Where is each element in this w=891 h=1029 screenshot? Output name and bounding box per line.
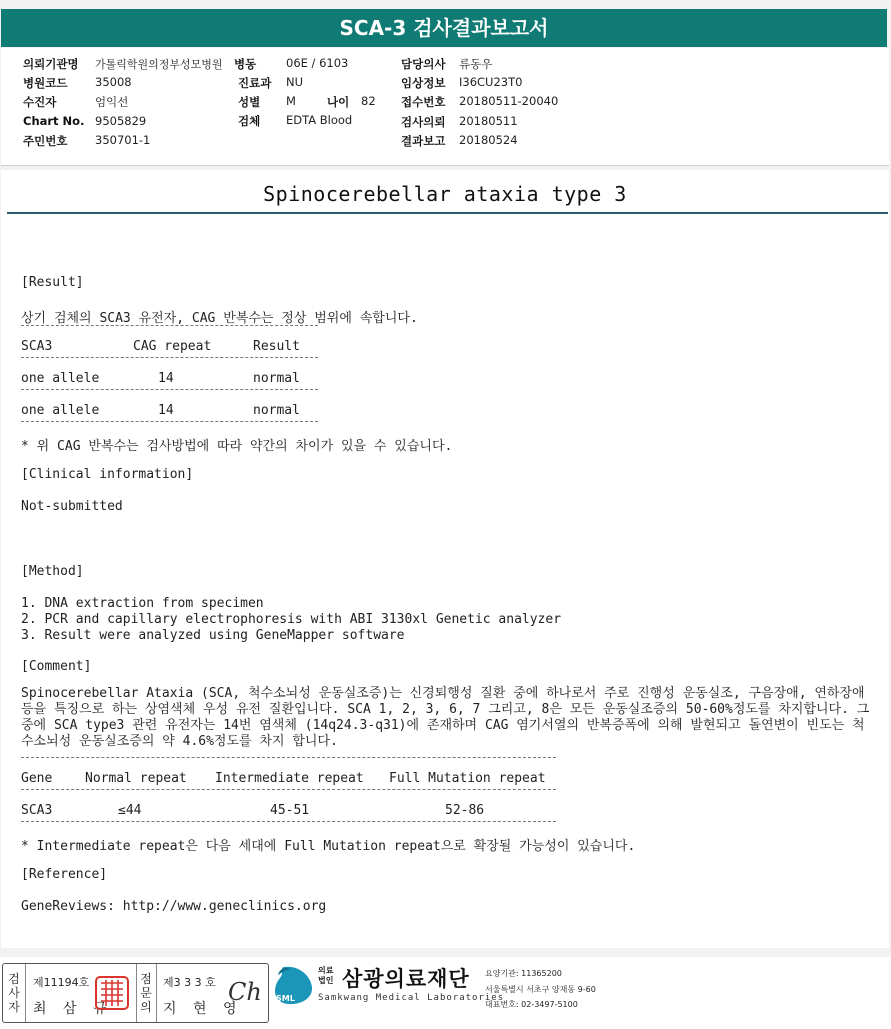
table-divider (21, 789, 556, 790)
lab-name: 삼광의료재단 (342, 967, 470, 991)
patient-value: 엄익선 (95, 95, 129, 109)
method-item-2: 2. PCR and capillary electrophoresis with ABI 3130xl Genetic analyzer (21, 612, 562, 627)
gene-col-gene: Gene (21, 771, 53, 786)
result-summary: 상기 검체의 SCA3 유전자, CAG 반복수는 정상 범위에 속합니다. (21, 311, 418, 326)
clinical-heading: [Clinical information] (21, 467, 194, 482)
gene-note: * Intermediate repeat은 다음 세대에 Full Mutation repeat으로 확장될 가능성이 있습니다. (21, 839, 636, 854)
institution-value: 가톨릭학원의정부성모병원 (95, 58, 223, 71)
request-label: 검사의뢰 (401, 115, 446, 129)
receipt-label: 접수번호 (401, 95, 446, 109)
dept-label: 진료과 (238, 76, 272, 90)
result-row-2-allele: one allele (21, 403, 100, 418)
reviewer-license: 제3 3 3 호 (163, 976, 216, 989)
gene-col-normal: Normal repeat (85, 771, 187, 786)
specimen-value: EDTA Blood (286, 113, 353, 127)
tester-label: 검 사 자 (8, 972, 20, 1014)
gene-row-intermediate: 45-51 (270, 803, 310, 818)
divider (156, 964, 157, 1022)
comment-heading: [Comment] (21, 659, 92, 674)
gene-row-gene: SCA3 (21, 803, 53, 818)
report-header-title: SCA-3 검사결과보고서 (1, 9, 887, 47)
lab-name-english: Samkwang Medical Laboratories (318, 993, 505, 1003)
result-note: * 위 CAG 반복수는 검사방법에 따라 약간의 차이가 있을 수 있습니다. (21, 439, 453, 454)
id-number-label: 주민번호 (23, 134, 68, 148)
report-date-label: 결과보고 (401, 134, 446, 148)
gene-col-intermediate: Intermediate repeat (215, 771, 364, 786)
reviewer-label: 점 문 의 (140, 972, 152, 1014)
result-row-2-cag: 14 (158, 403, 174, 418)
clinical-info-label: 임상정보 (401, 76, 446, 90)
table-divider (21, 325, 318, 326)
age-value: 82 (361, 94, 376, 108)
hospital-code-value: 35008 (95, 75, 132, 89)
result-row-1-allele: one allele (21, 371, 100, 386)
report-footer (0, 957, 891, 1029)
receipt-value: 20180511-20040 (459, 94, 559, 108)
lab-address: 서울특별시 서초구 양재동 9-60 (485, 985, 596, 994)
patient-label: 수진자 (23, 95, 57, 109)
tester-license: 제11194호 (33, 976, 90, 989)
method-heading: [Method] (21, 564, 84, 579)
result-col-sca3: SCA3 (21, 339, 53, 354)
logo-prefix: 의료 법인 (318, 966, 334, 985)
sex-value: M (286, 94, 296, 108)
table-divider (21, 389, 318, 390)
sex-label: 성별 (238, 95, 261, 109)
table-divider (21, 357, 318, 358)
reviewer-name: 지 현 영 (163, 1001, 243, 1017)
seal-stamp-icon (94, 975, 130, 1011)
ward-value: 06E / 6103 (286, 56, 349, 70)
id-number-value: 350701-1 (95, 133, 151, 147)
divider (136, 964, 137, 1022)
method-item-1: 1. DNA extraction from specimen (21, 596, 264, 611)
comment-text: Spinocerebellar Ataxia (SCA, 척수소뇌성 운동실조증)는 신경퇴행성 질환 중에 하나로서 주로 진행성 운동실조, 구음장애, 연하장애 등을 특징으로 하는 상염색체 우성 유전 질환입니다. SCA 1, 2, 3, 6, 7 그리고, 8은 모든 운동실조증의 50-60%정도를 차지합니다. 그중에 SCA type3 관련 유전자는 14번 염색체 (14q24.3-q31)에 존재하며 CAG 염기서열의 반복증폭에 의해 발현되고 돌연변이 빈도는 척수소뇌성 운동실조증의 약 4.6%정도를 차지 합니다. (21, 686, 870, 749)
hospital-code-label: 병원코드 (23, 76, 68, 90)
result-col-cag: CAG repeat (133, 339, 212, 354)
patient-info-panel (1, 48, 889, 166)
chart-label: Chart No. (23, 114, 85, 128)
table-divider (21, 821, 556, 822)
institution-label: 의뢰기관명 (23, 57, 79, 71)
request-date-value: 20180511 (459, 114, 518, 128)
table-divider (21, 421, 318, 422)
table-divider (21, 757, 556, 758)
ward-label: 병동 (234, 57, 257, 71)
report-body (1, 170, 889, 948)
result-heading: [Result] (21, 275, 84, 290)
reference-text: GeneReviews: http://www.geneclinics.org (21, 899, 327, 914)
tester-name: 최 삼 규 (33, 1001, 113, 1017)
signature-box (2, 963, 269, 1023)
dept-value: NU (286, 75, 304, 89)
reference-heading: [Reference] (21, 867, 108, 882)
gene-col-full: Full Mutation repeat (389, 771, 546, 786)
method-item-3: 3. Result were analyzed using GeneMapper software (21, 628, 405, 643)
result-row-2-result: normal (253, 403, 300, 418)
age-label: 나이 (327, 95, 350, 109)
result-row-1-result: normal (253, 371, 300, 386)
divider (25, 964, 26, 1022)
report-title: Spinocerebellar ataxia type 3 (263, 182, 627, 206)
result-col-result: Result (253, 339, 300, 354)
sml-logo-badge: SML (276, 994, 295, 1003)
report-date-value: 20180524 (459, 133, 518, 147)
result-row-1-cag: 14 (158, 371, 174, 386)
specimen-label: 검체 (238, 114, 261, 128)
title-divider (7, 212, 888, 214)
chart-value: 9505829 (95, 114, 147, 128)
reviewer-signature: Ch (228, 978, 262, 1006)
gene-row-full: 52-86 (445, 803, 485, 818)
clinical-text: Not-submitted (21, 499, 123, 514)
clinical-info-value: I36CU23T0 (459, 75, 523, 89)
lab-license: 요양기관: 11365200 (485, 969, 562, 978)
lab-phone: 대표번호: 02-3497-5100 (485, 1000, 578, 1009)
doctor-label: 담당의사 (401, 57, 446, 71)
doctor-value: 류동우 (459, 57, 493, 71)
gene-row-normal: ≤44 (118, 803, 142, 818)
